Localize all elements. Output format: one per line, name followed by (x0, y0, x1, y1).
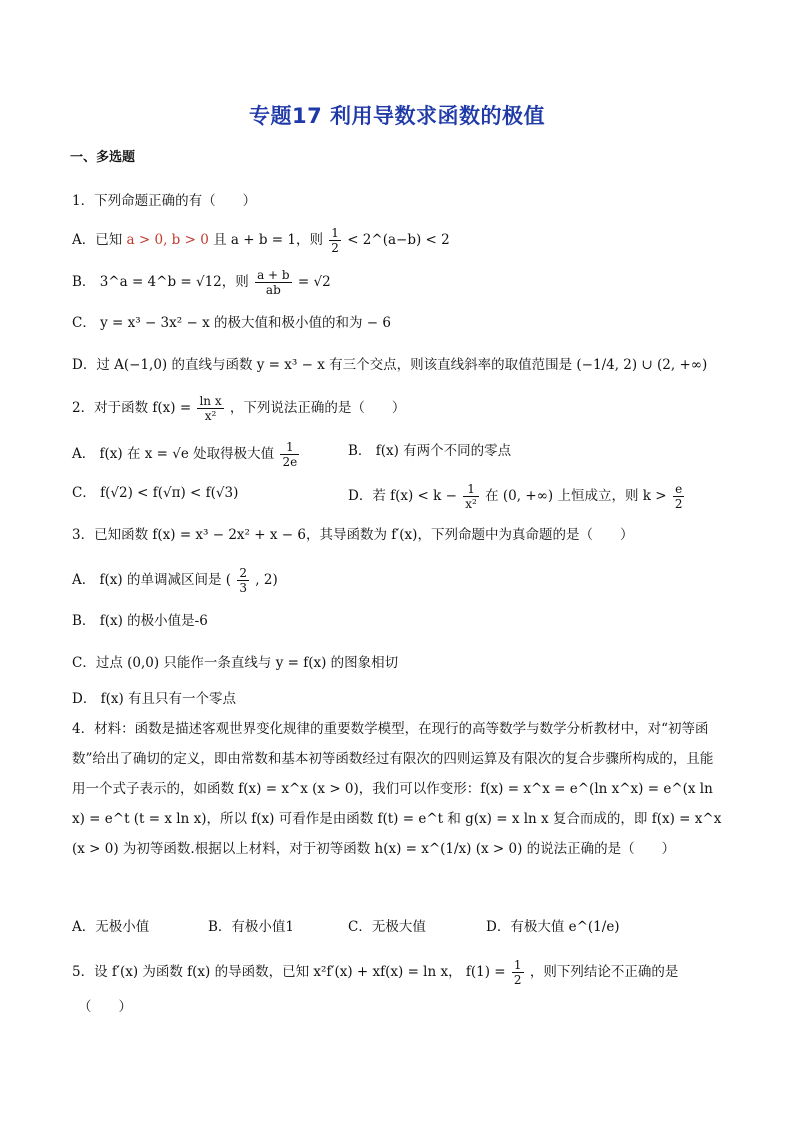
q1-stem: 1．下列命题正确的有（ ） (72, 193, 257, 209)
q2-option-d (348, 482, 686, 511)
q2-d-prefix: D．若 f(x) < k − (348, 488, 457, 504)
q5-stem (72, 958, 678, 987)
q1-b-tail: = √2 (297, 274, 331, 290)
q2-d-frac2-num: e (673, 482, 685, 497)
q5-frac-den: 2 (513, 973, 522, 987)
q5-stem-tail: ，则下列结论不正确的是 (529, 964, 679, 980)
q3-option-c: C．过点 (0,0) 只能作一条直线与 y = f(x) 的图象相切 (72, 655, 399, 671)
section-heading: 一、多选题 (70, 150, 136, 165)
q2-d-fraction-2 (673, 482, 685, 511)
q1-a-condition: a > 0, b > 0 (126, 232, 209, 248)
q1-a-mid: 且 a + b = 1，则 (213, 232, 323, 248)
q5-stem-fraction (512, 958, 524, 987)
q2-stem-prefix: 2．对于函数 f(x) = (72, 400, 192, 416)
q2-a-frac-num: 1 (280, 440, 299, 455)
q2-a-frac-den: 2e (282, 455, 298, 469)
q2-d-frac-num: 1 (463, 482, 479, 497)
q4-text: 4．材料：函数是描述客观世界变化规律的重要数学模型，在现行的高等数学与数学分析教材中，对“初等函数”给出了确切的定义，即由常数和基本初等函数经过有限次的四则运算及有限次的复合步骤所构成的，且能用一个式子表示的，如函数 f(x) = x^x (x > 0)，我们可以作变形：f(x) = x^x = e^(ln x^x) = e^(x ln x) = e^t (t = x ln x)，所以 f(x) 可看作是由函数 f(t) = e^t 和 g(x) = x ln x 复合而成的，即 f(x) = x^x (x > 0) 为初等函数.根据以上材料，对于初等函数 h(x) = x^(1/x) (x > 0) 的说法正确的是（ ） (72, 721, 722, 857)
q3-a-prefix: A． f(x) 的单调减区间是 ( (72, 572, 232, 588)
q2-stem-fraction (197, 394, 223, 423)
q5-stem-prefix: 5．设 f′(x) 为函数 f(x) 的导函数，已知 x²f′(x) + xf(x) = ln x， f(1) = (72, 964, 506, 980)
q3-a-tail: , 2) (255, 572, 278, 588)
q1-a-frac-den: 2 (331, 241, 339, 255)
q2-d-frac2-den: 2 (674, 497, 683, 511)
q3-option-d: D． f(x) 有且只有一个零点 (72, 691, 237, 707)
q4-option-a: A．无极小值 (72, 919, 150, 935)
q2-stem-tail: ，下列说法正确的是（ ） (229, 400, 406, 416)
q4-option-c: C．无极大值 (348, 919, 426, 935)
q2-a-fraction (280, 440, 299, 469)
q2-frac-den: x² (204, 409, 217, 423)
q1-a-frac-num: 1 (331, 226, 339, 240)
q3-stem: 3．已知函数 f(x) = x³ − 2x² + x − 6，其导函数为 f′(x)，下列命题中为真命题的是（ ） (72, 527, 634, 543)
q2-option-c: C． f(√2) < f(√π) < f(√3) (72, 485, 239, 501)
q4-option-b: B．有极小值1 (208, 919, 295, 935)
q1-b-frac-den: ab (265, 283, 281, 297)
q1-option-c: C． y = x³ − 3x² − x 的极大值和极小值的和为 − 6 (72, 315, 391, 331)
q2-frac-num: ln x (199, 394, 222, 408)
q3-a-frac-den: 3 (239, 581, 247, 595)
q3-option-b: B． f(x) 的极小值是-6 (72, 613, 208, 629)
q3-a-fraction (237, 566, 249, 595)
q2-d-frac-den: x² (465, 497, 477, 511)
q3-a-frac-num: 2 (239, 566, 247, 580)
q1-option-d: D．过 A(−1,0) 的直线与函数 y = x³ − x 有三个交点，则该直线斜率的取值范围是 (−1/4, 2) ∪ (2, +∞) (72, 357, 708, 373)
q4-option-d: D．有极大值 e^(1/e) (486, 919, 620, 935)
q3-option-a (72, 566, 278, 595)
q1-a-prefix: A．已知 (72, 232, 123, 248)
q1-a-tail: < 2^(a−b) < 2 (347, 232, 450, 248)
q5-stem-line2: （ ） (78, 999, 132, 1015)
q2-d-fraction (463, 482, 479, 511)
q5-frac-num: 1 (513, 958, 522, 972)
q1-option-a (72, 226, 450, 255)
q1-b-prefix: B． 3^a = 4^b = √12，则 (72, 274, 249, 290)
q2-d-mid: 在 (0, +∞) 上恒成立，则 k > (485, 488, 667, 504)
q1-b-frac-num: a + b (257, 268, 290, 282)
q2-option-a (72, 440, 301, 469)
q1-option-b (72, 268, 331, 297)
q2-option-b: B． f(x) 有两个不同的零点 (348, 443, 512, 459)
page-title: 专题17 利用导数求函数的极值 (248, 104, 546, 128)
q1-a-fraction (329, 226, 341, 255)
q2-stem (72, 394, 405, 423)
q1-b-fraction (255, 268, 292, 297)
q2-a-prefix: A． f(x) 在 x = √e 处取得极大值 (72, 446, 275, 462)
